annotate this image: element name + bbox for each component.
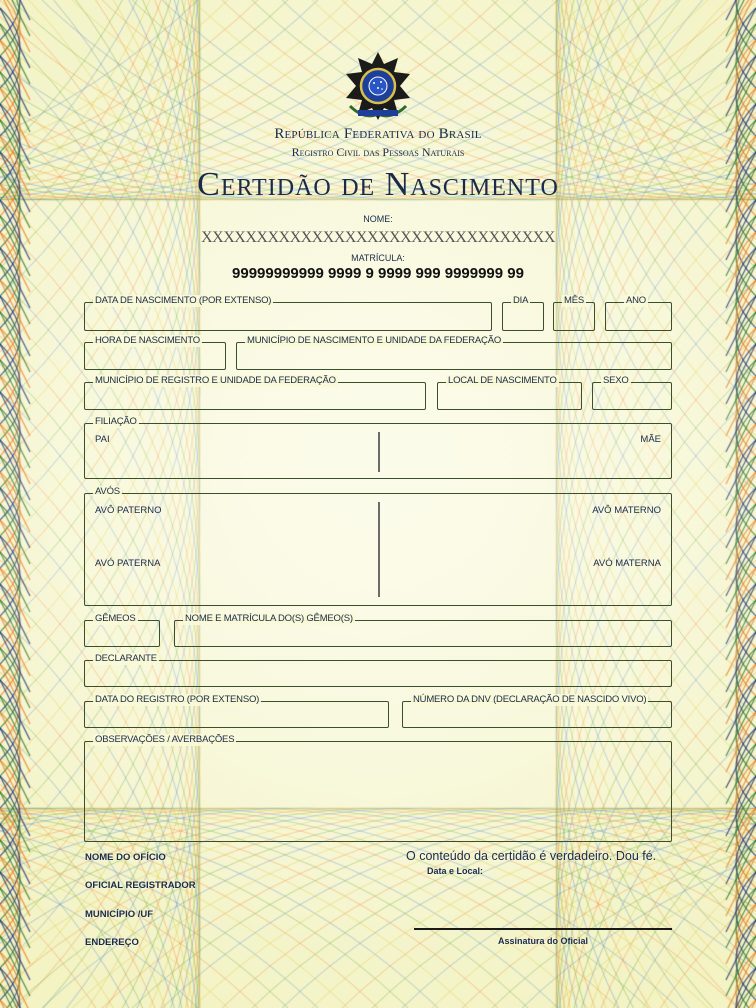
- parents-section[interactable]: [84, 416, 672, 479]
- coat-of-arms-emblem: [340, 50, 416, 122]
- grandparents-label: AVÓS: [95, 486, 120, 497]
- attestation-text: O conteúdo da certidão é verdadeiro. Dou fé.: [406, 849, 657, 863]
- republic-title: República Federativa do Brasil: [274, 126, 482, 142]
- declarant-field[interactable]: [84, 653, 672, 687]
- parents-divider: [378, 432, 380, 472]
- maternal-grandfather-label: AVÔ MATERNO: [592, 505, 661, 516]
- grandparents-section[interactable]: [84, 486, 672, 606]
- observations-field[interactable]: [84, 734, 672, 842]
- registry-city-label: MUNICÍPIO DE REGISTRO E UNIDADE DA FEDERAÇÃO: [95, 375, 336, 386]
- dnv-number-field[interactable]: [402, 694, 672, 728]
- birth-date-field[interactable]: [84, 295, 492, 331]
- birth-time-field[interactable]: [84, 335, 226, 370]
- paternal-grandfather-label: AVÔ PATERNO: [95, 505, 162, 516]
- registry-subtitle: Registro Civil das Pessoas Naturais: [291, 145, 465, 159]
- birth-time-label: HORA DE NASCIMENTO: [95, 335, 200, 346]
- birth-date-label: DATA DE NASCIMENTO (POR EXTENSO): [95, 295, 272, 306]
- twins-field[interactable]: [84, 613, 160, 647]
- twins-name-label: NOME E MATRÍCULA DO(S) GÊMEO(S): [185, 613, 353, 624]
- year-field[interactable]: [605, 295, 672, 331]
- paternal-grandmother-label: AVÓ PATERNA: [95, 558, 161, 569]
- sex-field[interactable]: [592, 375, 672, 410]
- month-field[interactable]: [553, 295, 595, 331]
- nome-value: XXXXXXXXXXXXXXXXXXXXXXXXXXXXXXXX: [201, 229, 555, 246]
- signature-line: [414, 928, 672, 930]
- registry-date-field[interactable]: [84, 694, 389, 728]
- registry-city-field[interactable]: [84, 375, 426, 410]
- matricula-value: 99999999999 9999 9 9999 999 9999999 99: [232, 265, 524, 282]
- month-label: MÊS: [564, 295, 584, 306]
- birth-place-label: LOCAL DE NASCIMENTO: [448, 375, 557, 386]
- twins-label: GÊMEOS: [95, 613, 136, 624]
- signature-label: Assinatura do Oficial: [497, 936, 589, 946]
- page-title: Certidão de Nascimento: [197, 166, 559, 203]
- father-label: PAI: [95, 434, 110, 445]
- matricula-label: MATRÍCULA:: [351, 253, 405, 263]
- date-place-label: Data e Local:: [427, 866, 484, 876]
- registrar-officer-label: OFICIAL REGISTRADOR: [85, 880, 196, 891]
- observations-label: OBSERVAÇÕES / AVERBAÇÕES: [95, 734, 235, 745]
- birth-city-label: MUNICÍPIO DE NASCIMENTO E UNIDADE DA FEDERAÇÃO: [247, 335, 502, 346]
- mother-label: MÃE: [640, 434, 661, 445]
- address-label: ENDEREÇO: [85, 937, 139, 948]
- maternal-grandmother-label: AVÓ MATERNA: [593, 558, 661, 569]
- office-name-label: NOME DO OFÍCIO: [85, 852, 166, 863]
- sex-label: SEXO: [603, 375, 629, 386]
- birth-city-field[interactable]: [236, 335, 672, 370]
- dnv-number-label: NÚMERO DA DNV (DECLARAÇÃO DE NASCIDO VIVO): [413, 694, 647, 705]
- day-label: DIA: [513, 295, 529, 306]
- nome-label: NOME:: [363, 214, 393, 224]
- grandparents-divider: [378, 502, 380, 597]
- day-field[interactable]: [502, 295, 544, 331]
- birth-place-field[interactable]: [437, 375, 582, 410]
- city-state-label: MUNICÍPIO /UF: [85, 909, 154, 920]
- year-label: ANO: [626, 295, 646, 306]
- registry-date-label: DATA DO REGISTRO (POR EXTENSO): [95, 694, 260, 705]
- parents-label: FILIAÇÃO: [95, 416, 137, 427]
- declarant-label: DECLARANTE: [95, 653, 157, 664]
- twins-name-field[interactable]: [174, 613, 672, 647]
